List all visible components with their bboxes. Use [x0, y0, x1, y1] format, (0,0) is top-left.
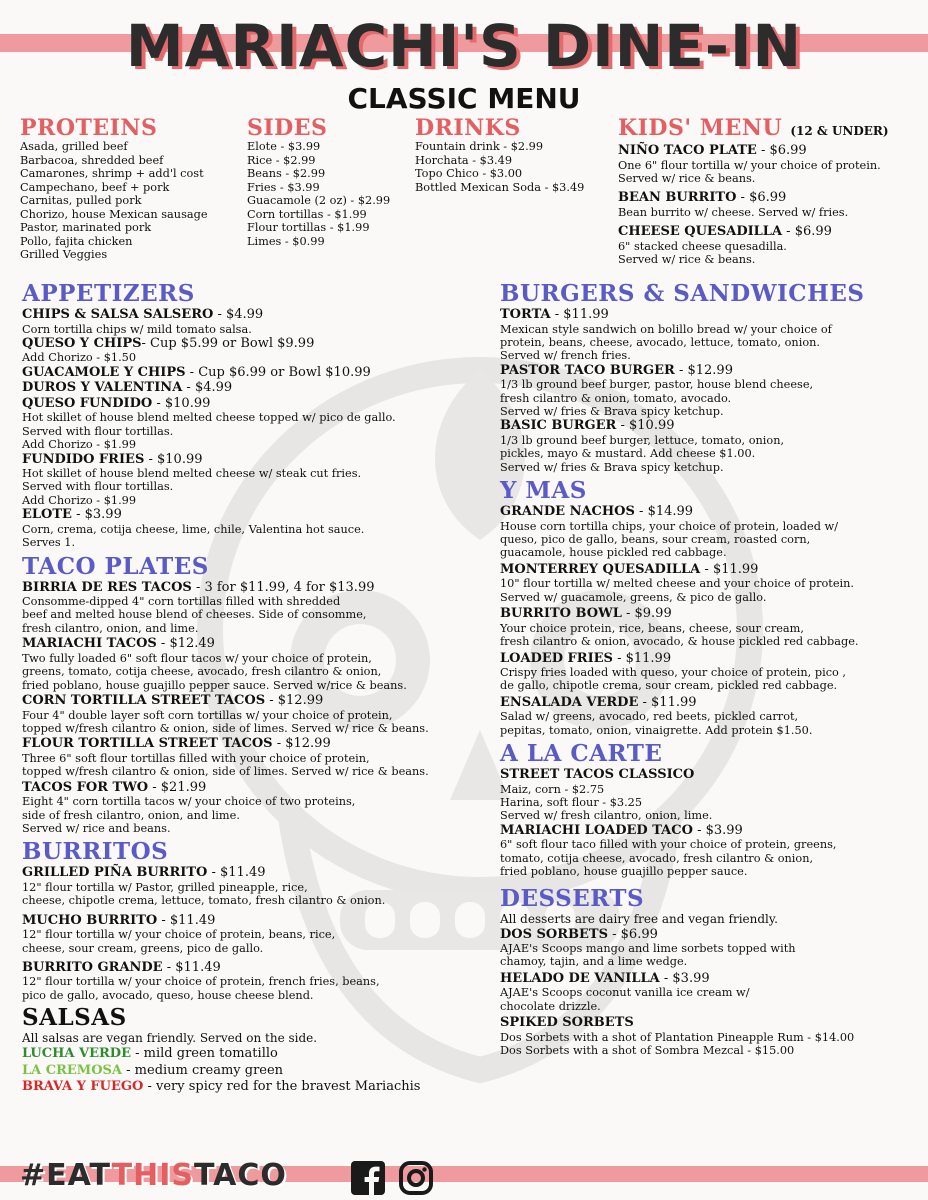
- menu-item-title: [22, 780, 492, 796]
- menu-item-price: - $12.99: [674, 362, 733, 378]
- salsas-heading: SALSAS: [22, 1004, 127, 1032]
- menu-item-description: 6" stacked cheese quesadilla.: [618, 239, 787, 253]
- menu-item-description: chamoy, tajin, and a lime wedge.: [500, 955, 688, 969]
- instagram-icon[interactable]: [398, 1160, 434, 1196]
- menu-item-description: Four 4" double layer soft corn tortillas w/ your choice of protein,: [22, 708, 393, 722]
- desserts-list: [500, 927, 920, 1058]
- menu-item-price: - $3.99: [659, 970, 710, 986]
- menu-item-title: [22, 365, 492, 381]
- hashtag-part-eat: #EAT: [20, 1158, 112, 1193]
- menu-item-price: - $10.99: [616, 418, 675, 434]
- burgers-list: [500, 307, 920, 474]
- menu-item-description: pico de gallo, avocado, queso, house cheese blend.: [22, 988, 314, 1002]
- menu-item: [22, 396, 492, 452]
- menu-item-description: beef and melted house blend of cheeses. Side of consomme,: [22, 608, 367, 622]
- salsa-item: [22, 1046, 492, 1063]
- menu-item-price: - $9.99: [621, 606, 672, 622]
- side-item: Corn tortillas - $1.99: [247, 207, 367, 221]
- menu-item-title: [500, 767, 920, 783]
- menu-item-name: GRANDE NACHOS: [500, 504, 635, 520]
- menu-item: [500, 651, 920, 693]
- salsa-name: LUCHA VERDE: [22, 1046, 131, 1062]
- sides-list: [247, 140, 417, 248]
- menu-item: [22, 380, 492, 396]
- appetizers-heading: APPETIZERS: [22, 280, 195, 307]
- menu-item-price: - 3 for $11.99, 4 for $13.99: [191, 579, 375, 595]
- menu-item-description: Three 6" soft flour tortillas filled with your choice of protein,: [22, 751, 370, 765]
- menu-item-description: AJAE's Scoops coconut vanilla ice cream w/: [500, 986, 750, 1000]
- menu-item-price: - $12.99: [265, 693, 324, 708]
- menu-item-description: side of fresh cilantro, onion, and lime.: [22, 808, 240, 822]
- drinks-heading: DRINKS: [415, 115, 521, 141]
- menu-item: [500, 363, 920, 419]
- menu-item-description: greens, tomato, cotija cheese, avocado, fresh cilantro & onion,: [22, 665, 382, 679]
- menu-item-name: CHEESE QUESADILLA: [618, 224, 783, 240]
- menu-item-price: - $4.99: [182, 380, 233, 396]
- menu-item-description: Corn, crema, cotija cheese, lime, chile, Valentina hot sauce.: [22, 522, 365, 536]
- left-column: [22, 280, 492, 1096]
- menu-item-title: [500, 562, 920, 578]
- menu-item-description: Served with flour tortillas.: [22, 424, 174, 438]
- menu-item-price: - $6.99: [736, 190, 787, 206]
- protein-item: Asada, grilled beef: [20, 140, 128, 153]
- burgers-heading: BURGERS & SANDWICHES: [500, 280, 865, 307]
- menu-item-price: - $3.99: [71, 507, 122, 523]
- menu-item: [22, 913, 492, 955]
- menu-item-price: - $14.99: [634, 504, 694, 520]
- menu-item-price: - Cup $6.99 or Bowl $10.99: [185, 364, 371, 380]
- menu-item-description: fresh cilantro, onion, and lime.: [22, 621, 199, 635]
- menu-item: [22, 452, 492, 508]
- menu-item-description: Consomme-dipped 4" corn tortillas filled with shredded: [22, 595, 341, 609]
- menu-item-price: - $21.99: [148, 779, 207, 795]
- menu-item-title: [22, 693, 492, 709]
- menu-item-title: [500, 695, 920, 711]
- menu-item-description: Corn tortilla chips w/ mild tomato salsa.: [22, 322, 252, 336]
- menu-item-description: Served w/ french fries.: [500, 349, 631, 363]
- menu-item-name: FUNDIDO FRIES: [22, 451, 145, 467]
- menu-item-description: Mexican style sandwich on bolillo bread w/ your choice of: [500, 322, 832, 336]
- side-item: Guacamole (2 oz) - $2.99: [247, 194, 391, 207]
- salsa-name: BRAVA Y FUEGO: [22, 1079, 144, 1095]
- menu-item-description: topped w/fresh cilantro & onion, side of limes. Served w/ rice & beans.: [22, 765, 429, 779]
- drinks-section: [415, 116, 615, 194]
- menu-item-name: CORN TORTILLA STREET TACOS: [22, 693, 266, 708]
- menu-item-description: One 6" flour tortilla w/ your choice of protein.: [618, 158, 881, 172]
- menu-item-price: - $11.49: [207, 865, 266, 881]
- menu-item-title: [22, 396, 492, 412]
- menu-item-description: cheese, chipotle crema, lettuce, tomato, fresh cilantro & onion.: [22, 894, 386, 908]
- y-mas-heading: Y MAS: [500, 477, 587, 505]
- menu-item-description: Hot skillet of house blend melted cheese w/ steak cut fries.: [22, 467, 362, 481]
- menu-item-description: Dos Sorbets with a shot of Sombra Mezcal - $15.00: [500, 1044, 795, 1058]
- menu-item-description: 6" soft flour taco filled with your choice of protein, greens,: [500, 838, 837, 852]
- menu-item-title: [500, 363, 920, 379]
- drink-item: Topo Chico - $3.00: [415, 167, 523, 180]
- side-item: Rice - $2.99: [247, 153, 316, 167]
- sides-heading: SIDES: [247, 115, 328, 141]
- menu-item: [500, 504, 920, 560]
- menu-item-price: - $11.49: [157, 912, 216, 928]
- proteins-section: [20, 116, 250, 262]
- menu-item-title: [22, 636, 492, 652]
- menu-item-name: GRILLED PIÑA BURRITO: [22, 865, 208, 881]
- protein-item: Camarones, shrimp + add'l cost: [20, 167, 204, 180]
- taco-plates-list: [22, 580, 492, 836]
- menu-item: [22, 736, 492, 778]
- menu-item-description: Harina, soft flour - $3.25: [500, 796, 643, 810]
- menu-item-price: - $11.99: [638, 694, 697, 710]
- menu-item-description: guacamole, house pickled red cabbage.: [500, 546, 727, 560]
- side-item: Flour tortillas - $1.99: [247, 221, 370, 234]
- menu-item-title: [22, 913, 492, 929]
- desserts-intro: All desserts are dairy free and vegan friendly.: [500, 911, 778, 926]
- menu-item-description: Maiz, corn - $2.75: [500, 782, 605, 796]
- menu-item: [22, 636, 492, 692]
- menu-item: [500, 606, 920, 648]
- protein-item: Carnitas, pulled pork: [20, 194, 142, 207]
- menu-item: [500, 695, 920, 737]
- protein-item: Grilled Veggies: [20, 248, 108, 261]
- side-item: Elote - $3.99: [247, 140, 321, 153]
- salsa-description: - mild green tomatillo: [131, 1046, 278, 1062]
- menu-item-name: MARIACHI LOADED TACO: [500, 822, 693, 838]
- menu-item-description: Served w/ guacamole, greens, & pico de gallo.: [500, 590, 767, 604]
- protein-item: Pollo, fajita chicken: [20, 234, 133, 248]
- menu-item-title: [500, 823, 920, 839]
- burritos-heading: BURRITOS: [22, 838, 169, 866]
- menu-item-price: - $6.99: [608, 926, 658, 942]
- menu-item-description: cheese, sour cream, greens, pico de gallo.: [22, 941, 264, 955]
- menu-item-name: QUESO FUNDIDO: [22, 395, 153, 411]
- menu-item-description: Dos Sorbets with a shot of Plantation Pineapple Rum - $14.00: [500, 1030, 855, 1044]
- menu-item-description: 12" flour tortilla w/ your choice of protein, french fries, beans,: [22, 975, 380, 989]
- menu-item-price: - $3.99: [692, 822, 743, 838]
- menu-item-name: ELOTE: [22, 507, 72, 523]
- menu-subtitle: CLASSIC MENU: [347, 82, 581, 115]
- menu-item-description: Served with flour tortillas.: [22, 480, 174, 494]
- a-la-carte-list: [500, 767, 920, 878]
- menu-item-name: FLOUR TORTILLA STREET TACOS: [22, 736, 273, 752]
- menu-item-price: - $4.99: [213, 307, 264, 322]
- menu-item-price: - $11.49: [162, 959, 221, 975]
- kids-section: [618, 116, 918, 267]
- salsas-intro: All salsas are vegan friendly. Served on the side.: [22, 1031, 318, 1046]
- menu-item-title: [618, 224, 918, 240]
- menu-item: [500, 927, 920, 969]
- menu-item-name: ENSALADA VERDE: [500, 694, 639, 710]
- menu-item-price: - $10.99: [152, 395, 211, 411]
- menu-item: [22, 693, 492, 735]
- menu-item-description: Eight 4" corn tortilla tacos w/ your choice of two proteins,: [22, 795, 356, 809]
- menu-item-name: CHIPS & SALSA SALSERO: [22, 307, 214, 322]
- menu-item-name: MONTERREY QUESADILLA: [500, 561, 701, 577]
- hashtag: [20, 1158, 287, 1193]
- menu-item-name: TORTA: [500, 307, 551, 322]
- menu-item-title: [500, 307, 920, 323]
- menu-item-title: [22, 507, 492, 523]
- drinks-list: [415, 140, 615, 194]
- menu-item-price: - $11.99: [700, 561, 759, 577]
- menu-item-price: - $12.49: [156, 636, 215, 652]
- menu-item-description: fresh cilantro & onion, avocado, & house pickled red cabbage.: [500, 635, 859, 649]
- menu-item-description: 1/3 lb ground beef burger, lettuce, tomato, onion,: [500, 433, 785, 447]
- menu-item: [22, 580, 492, 636]
- menu-item: [500, 767, 920, 823]
- menu-item-price: - $6.99: [756, 143, 807, 158]
- menu-item-description: tomato, cotija cheese, avocado, fresh cilantro & onion,: [500, 851, 814, 865]
- menu-item-title: [500, 651, 920, 667]
- menu-item-description: Served w/ fresh cilantro, onion, lime.: [500, 809, 713, 823]
- menu-item: [22, 365, 492, 381]
- menu-item-name: GUACAMOLE Y CHIPS: [22, 364, 186, 380]
- menu-item: [22, 865, 492, 907]
- menu-item-name: TACOS FOR TWO: [22, 779, 149, 795]
- menu-item-description: pickles, mayo & mustard. Add cheese $1.00.: [500, 447, 756, 461]
- hashtag-part-taco: TACO: [194, 1158, 287, 1193]
- drink-item: Horchata - $3.49: [415, 153, 513, 167]
- menu-item-description: topped w/fresh cilantro & onion, side of limes. Served w/ rice & beans.: [22, 721, 429, 735]
- menu-item-title: [22, 960, 492, 976]
- salsa-name: LA CREMOSA: [22, 1062, 123, 1078]
- menu-item: [500, 1015, 920, 1057]
- menu-item-description: Serves 1.: [22, 536, 76, 550]
- menu-title: MARIACHI'S DINE-IN: [125, 12, 803, 80]
- hashtag-part-this: THIS: [111, 1158, 195, 1193]
- menu-item-title: [500, 418, 920, 434]
- menu-item-description: fried poblano, house guajillo pepper sauce. Served w/rice & beans.: [22, 678, 407, 692]
- menu-item: [22, 307, 492, 336]
- menu-item-title: [22, 336, 492, 352]
- protein-item: Campechano, beef + pork: [20, 180, 170, 194]
- menu-item-title: [500, 971, 920, 987]
- menu-item-description: 12" flour tortilla w/ your choice of protein, beans, rice,: [22, 928, 336, 942]
- menu-item-description: fresh cilantro & onion, tomato, avocado.: [500, 391, 732, 405]
- menu-item-name: LOADED FRIES: [500, 650, 613, 666]
- menu-item-price: - $11.99: [550, 307, 609, 322]
- kids-heading-row: [618, 116, 918, 143]
- menu-item-description: Bean burrito w/ cheese. Served w/ fries.: [618, 205, 849, 219]
- drink-item: Fountain drink - $2.99: [415, 140, 544, 153]
- appetizers-list: [22, 307, 492, 550]
- menu-item-name: MARIACHI TACOS: [22, 636, 157, 652]
- protein-item: Chorizo, house Mexican sausage: [20, 207, 208, 221]
- menu-item-name: QUESO Y CHIPS: [22, 335, 142, 351]
- menu-item-title: [22, 307, 492, 323]
- menu-item-title: [22, 580, 492, 596]
- menu-item-description: Crispy fries loaded with queso, your choice of protein, pico ,: [500, 666, 847, 679]
- menu-item-description: Served w/ rice & beans.: [618, 171, 756, 185]
- menu-item: [500, 562, 920, 604]
- menu-item-description: Hot skillet of house blend melted cheese topped w/ pico de gallo.: [22, 411, 396, 425]
- menu-item-price: - $11.99: [612, 650, 672, 666]
- menu-item-title: [500, 504, 920, 520]
- salsa-item: [22, 1079, 492, 1096]
- menu-item-name: PASTOR TACO BURGER: [500, 362, 675, 378]
- menu-item: [22, 780, 492, 836]
- menu-item-name: BURRITO BOWL: [500, 606, 622, 622]
- protein-item: Barbacoa, shredded beef: [20, 153, 164, 167]
- menu-item-title: [500, 927, 920, 943]
- menu-item-description: Served w/ rice & beans.: [618, 253, 756, 267]
- menu-item-title: [22, 736, 492, 752]
- menu-item-price: - $6.99: [782, 224, 832, 240]
- side-item: Limes - $0.99: [247, 234, 325, 248]
- burritos-list: [22, 865, 492, 1002]
- menu-item: [22, 336, 492, 365]
- menu-item-description: Add Chorizo - $1.50: [22, 351, 137, 365]
- salsa-description: - very spicy red for the bravest Mariachis: [143, 1079, 421, 1095]
- menu-item-description: Served w/ rice and beans.: [22, 821, 171, 835]
- menu-item-title: [22, 865, 492, 881]
- menu-item: [22, 960, 492, 1002]
- menu-item-price: - Cup $5.99 or Bowl $9.99: [141, 335, 315, 351]
- menu-item-description: Served w/ fries & Brava spicy ketchup.: [500, 460, 724, 474]
- side-item: Beans - $2.99: [247, 167, 326, 180]
- drink-item: Bottled Mexican Soda - $3.49: [415, 180, 585, 194]
- menu-item-description: fried poblano, house guajillo pepper sauce.: [500, 865, 748, 879]
- menu-item-title: [22, 380, 492, 396]
- menu-item-description: protein, beans, cheese, avocado, lettuce, tomato, onion.: [500, 335, 820, 349]
- menu-item-description: Add Chorizo - $1.99: [22, 438, 137, 452]
- menu-item-description: queso, pico de gallo, beans, sour cream, roasted corn,: [500, 533, 811, 547]
- menu-item-name: BURRITO GRANDE: [22, 959, 163, 975]
- menu-item-title: [500, 1015, 920, 1031]
- protein-item: Pastor, marinated pork: [20, 221, 152, 234]
- menu-item-description: 12" flour tortilla w/ Pastor, grilled pineapple, rice,: [22, 880, 308, 894]
- menu-item-description: House corn tortilla chips, your choice of protein, loaded w/: [500, 519, 839, 533]
- salsas-list: [22, 1046, 492, 1096]
- menu-item-name: NIÑO TACO PLATE: [618, 143, 757, 158]
- right-column: [500, 280, 920, 1058]
- proteins-heading: PROTEINS: [20, 115, 158, 141]
- menu-item-description: Add Chorizo - $1.99: [22, 493, 137, 507]
- menu-item-description: 1/3 lb ground beef burger, pastor, house blend cheese,: [500, 378, 814, 392]
- menu-item: [618, 143, 918, 185]
- menu-item: [618, 224, 918, 266]
- menu-item-description: AJAE's Scoops mango and lime sorbets topped with: [500, 942, 796, 956]
- menu-item-price: - $12.99: [272, 736, 331, 752]
- salsa-description: - medium creamy green: [122, 1062, 284, 1078]
- menu-item-title: [618, 143, 918, 159]
- menu-item-name: DUROS Y VALENTINA: [22, 380, 183, 396]
- menu-item-name: DOS SORBETS: [500, 926, 608, 942]
- menu-item-description: 10" flour tortilla w/ melted cheese and your choice of protein.: [500, 577, 854, 591]
- proteins-list: [20, 140, 250, 262]
- menu-item-description: Your choice protein, rice, beans, cheese, sour cream,: [500, 621, 804, 635]
- kids-age-note: (12 & UNDER): [790, 124, 889, 138]
- y-mas-list: [500, 504, 920, 737]
- menu-item: [22, 507, 492, 549]
- kids-list: [618, 143, 918, 267]
- menu-item-price: - $10.99: [144, 451, 203, 467]
- a-la-carte-heading: A LA CARTE: [500, 740, 663, 768]
- menu-item-name: BIRRIA DE RES TACOS: [22, 579, 192, 595]
- menu-item-description: de gallo, chipotle crema, sour cream, pickled red cabbage.: [500, 679, 838, 693]
- salsa-item: [22, 1063, 492, 1080]
- menu-item-name: SPIKED SORBETS: [500, 1015, 634, 1031]
- menu-item-description: pepitas, tomato, onion, vinaigrette. Add protein $1.50.: [500, 723, 813, 737]
- menu-item-name: BEAN BURRITO: [618, 190, 737, 206]
- kids-heading: KIDS' MENU: [618, 115, 783, 141]
- menu-item: [500, 307, 920, 363]
- menu-item: [618, 190, 918, 219]
- menu-item-name: STREET TACOS CLASSICO: [500, 767, 695, 783]
- menu-item-description: Served w/ fries & Brava spicy ketchup.: [500, 405, 724, 419]
- desserts-heading: DESSERTS: [500, 884, 645, 912]
- taco-plates-heading: TACO PLATES: [22, 552, 209, 580]
- facebook-icon[interactable]: [350, 1160, 386, 1196]
- menu-item-name: HELADO DE VANILLA: [500, 970, 660, 986]
- menu-item: [500, 418, 920, 474]
- menu-item-title: [22, 452, 492, 468]
- menu-item-name: MUCHO BURRITO: [22, 912, 158, 928]
- menu-item-description: Salad w/ greens, avocado, red beets, pickled carrot,: [500, 710, 799, 724]
- menu-item-title: [500, 606, 920, 622]
- sides-section: [247, 116, 417, 248]
- menu-item-description: chocolate drizzle.: [500, 999, 601, 1013]
- menu-item: [500, 971, 920, 1013]
- menu-item-name: BASIC BURGER: [500, 418, 617, 434]
- side-item: Fries - $3.99: [247, 180, 320, 194]
- menu-item-description: Two fully loaded 6" soft flour tacos w/ your choice of protein,: [22, 651, 372, 665]
- menu-item-title: [618, 190, 918, 206]
- menu-item: [500, 823, 920, 879]
